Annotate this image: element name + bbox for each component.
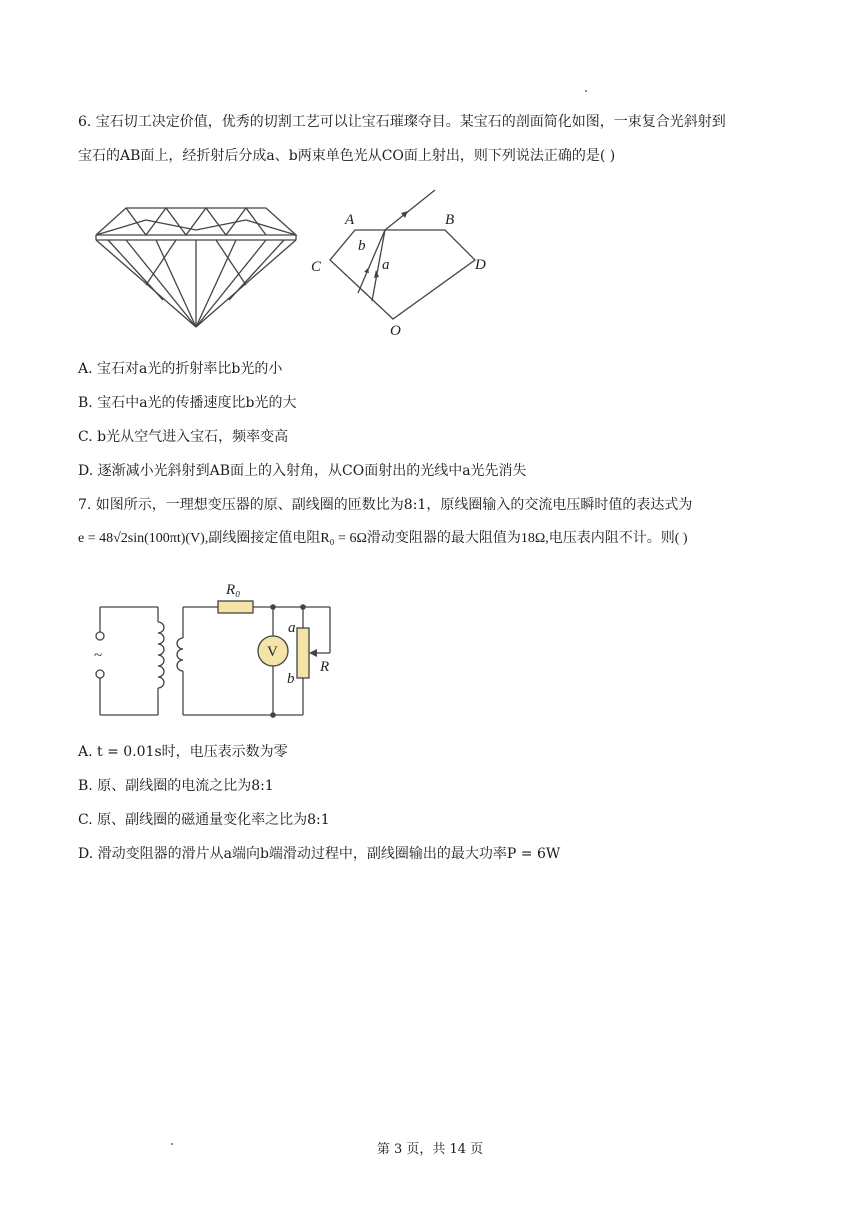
label-r0: R₀ <box>226 582 241 598</box>
label-A: A <box>345 212 355 228</box>
rheostat-r <box>297 628 309 678</box>
label-D: D <box>475 257 486 273</box>
scan-dot-top <box>585 90 587 92</box>
label-r: R <box>320 659 330 675</box>
label-b: b <box>358 238 366 254</box>
label-a-end: a <box>288 620 296 636</box>
page-footer: 第 3 页，共 14 页 <box>376 1142 484 1157</box>
q6-option-c: C. b光从空气进入宝石，频率变高 <box>78 429 289 445</box>
transformer-circuit-figure <box>88 570 368 720</box>
q7-option-a: A. t = 0.01s时，电压表示数为零 <box>78 744 288 760</box>
q7-option-d: D. 滑动变阻器的滑片从a端向b端滑动过程中，副线圈输出的最大功率P = 6W <box>78 846 561 862</box>
q7-stem-line1: 7. 如图所示，一理想变压器的原、副线圈的匝数比为8:1，原线圈输入的交流电压瞬时值的表达式为 <box>78 497 693 513</box>
junction-dot <box>270 604 276 610</box>
input-terminal-bottom <box>96 670 104 678</box>
gem-section-figure <box>305 185 495 340</box>
q6-option-a: A. 宝石对a光的折射率比b光的小 <box>78 361 283 377</box>
q7-option-b: B. 原、副线圈的电流之比为8:1 <box>78 778 274 794</box>
gem-facet-figure <box>88 190 308 340</box>
resistor-r0 <box>218 601 253 613</box>
slider-arrow-icon <box>309 649 317 657</box>
label-ac-source: ~ <box>94 648 103 664</box>
label-O: O <box>390 323 401 339</box>
q7-stem-line2: e = 48√2sin(100πt)(V),副线圈接定值电阻R₀ = 6Ω滑动变阻器的最大阻值为18Ω,电压表内阻不计。则( ) <box>78 531 688 546</box>
gem-section-outline <box>330 230 475 319</box>
q6-stem-line1: 6. 宝石切工决定价值，优秀的切割工艺可以让宝石璀璨夺目。某宝石的剖面简化如图，一束复合光斜射到 <box>78 114 726 130</box>
secondary-coil <box>177 638 183 671</box>
junction-dot <box>270 712 276 718</box>
q6-option-d: D. 逐渐减小光斜射到AB面上的入射角，从CO面射出的光线中a光先消失 <box>78 463 527 479</box>
label-a: a <box>382 257 390 273</box>
q6-stem-line2: 宝石的AB面上，经折射后分成a、b两束单色光从CO面上射出，则下列说法正确的是( ) <box>78 148 616 164</box>
label-B: B <box>445 212 455 228</box>
label-C: C <box>311 259 322 275</box>
ray-a-arrow-icon <box>374 270 379 278</box>
junction-dot <box>300 604 306 610</box>
input-terminal-top <box>96 632 104 640</box>
q6-option-b: B. 宝石中a光的传播速度比b光的大 <box>78 395 297 411</box>
label-b-end: b <box>287 671 295 687</box>
q7-option-c: C. 原、副线圈的磁通量变化率之比为8:1 <box>78 812 330 828</box>
label-voltmeter: V <box>267 644 278 660</box>
primary-coil <box>158 622 164 688</box>
